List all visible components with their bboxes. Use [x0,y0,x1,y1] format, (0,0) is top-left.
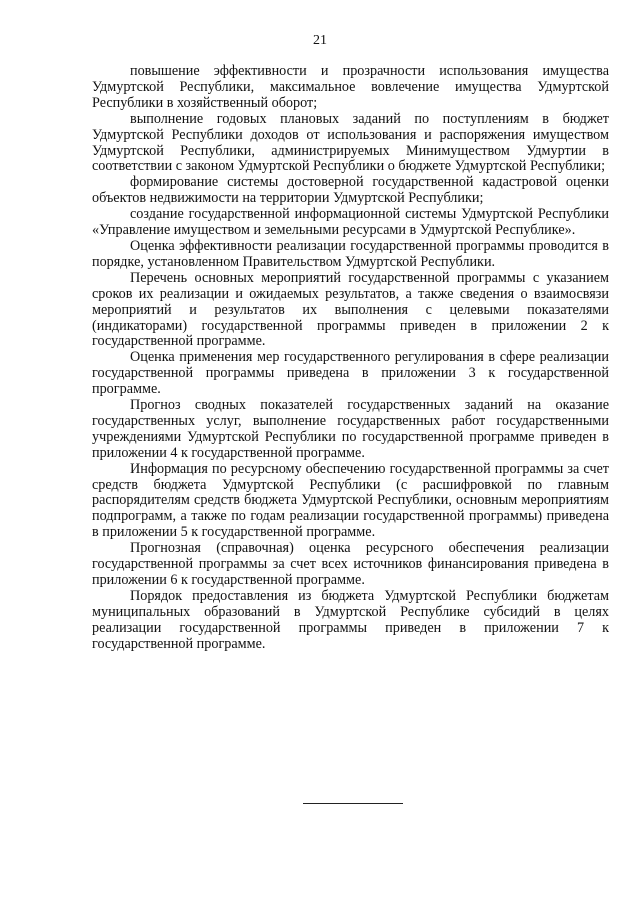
paragraph: формирование системы достоверной государственной кадастровой оценки объектов недвижимости на территории Удмуртской Республики; [92,174,609,207]
paragraph: повышение эффективности и прозрачности использования имущества Удмуртской Республики, максимальное вовлечение имущества Удмуртской Республики в хозяйственный оборот; [92,63,609,111]
end-divider-line [303,803,403,804]
paragraph: Перечень основных мероприятий государственной программы с указанием сроков их реализации и ожидаемых результатов, а также сведения о взаимосвязи мероприятий и результатов их выполнения с целевыми показателями (индикаторами) государственной программы приведен в приложении 2 к государственной программе. [92,269,609,350]
paragraph: Прогноз сводных показателей государственных заданий на оказание государственных услуг, выполнение государственных работ государственными учреждениями Удмуртской Республики по государственной программе приведен в приложении 4 к государственной программе. [92,397,609,461]
paragraph: Информация по ресурсному обеспечению государственной программы за счет средств бюджета Удмуртской Республики (с расшифровкой по главным распорядителям средств бюджета Удмуртской Республики, основным мероприятиям подпрограмм, а также по годам реализации государственной программы) приведена в приложении 5 к государственной программе. [92,460,609,541]
paragraph: Оценка эффективности реализации государственной программы проводится в порядке, установленном Правительством Удмуртской Республики. [92,237,609,270]
document-body [92,64,609,653]
paragraph: выполнение годовых плановых заданий по поступлениям в бюджет Удмуртской Республики доходов от использования и распоряжения имуществом Удмуртской Республики, администрируемых Минимуществом Удмуртии в соответствии с законом Удмуртской Республики о бюджете Удмуртской Республики; [92,110,609,175]
paragraph: Порядок предоставления из бюджета Удмуртской Республики бюджетам муниципальных образований в Удмуртской Республике субсидий в целях реализации государственной программы приведен в приложении 7 к государственной программе. [92,587,609,652]
paragraph: Прогнозная (справочная) оценка ресурсного обеспечения реализации государственной программы за счет всех источников финансирования приведена в приложении 6 к государственной программе. [92,540,609,588]
paragraph: Оценка применения мер государственного регулирования в сфере реализации государственной программы приведена в приложении 3 к государственной программе. [92,349,609,398]
paragraph: создание государственной информационной системы Удмуртской Республики «Управление имуществом и земельными ресурсами в Удмуртской Республике». [92,206,609,239]
page-number: 21 [313,33,327,48]
